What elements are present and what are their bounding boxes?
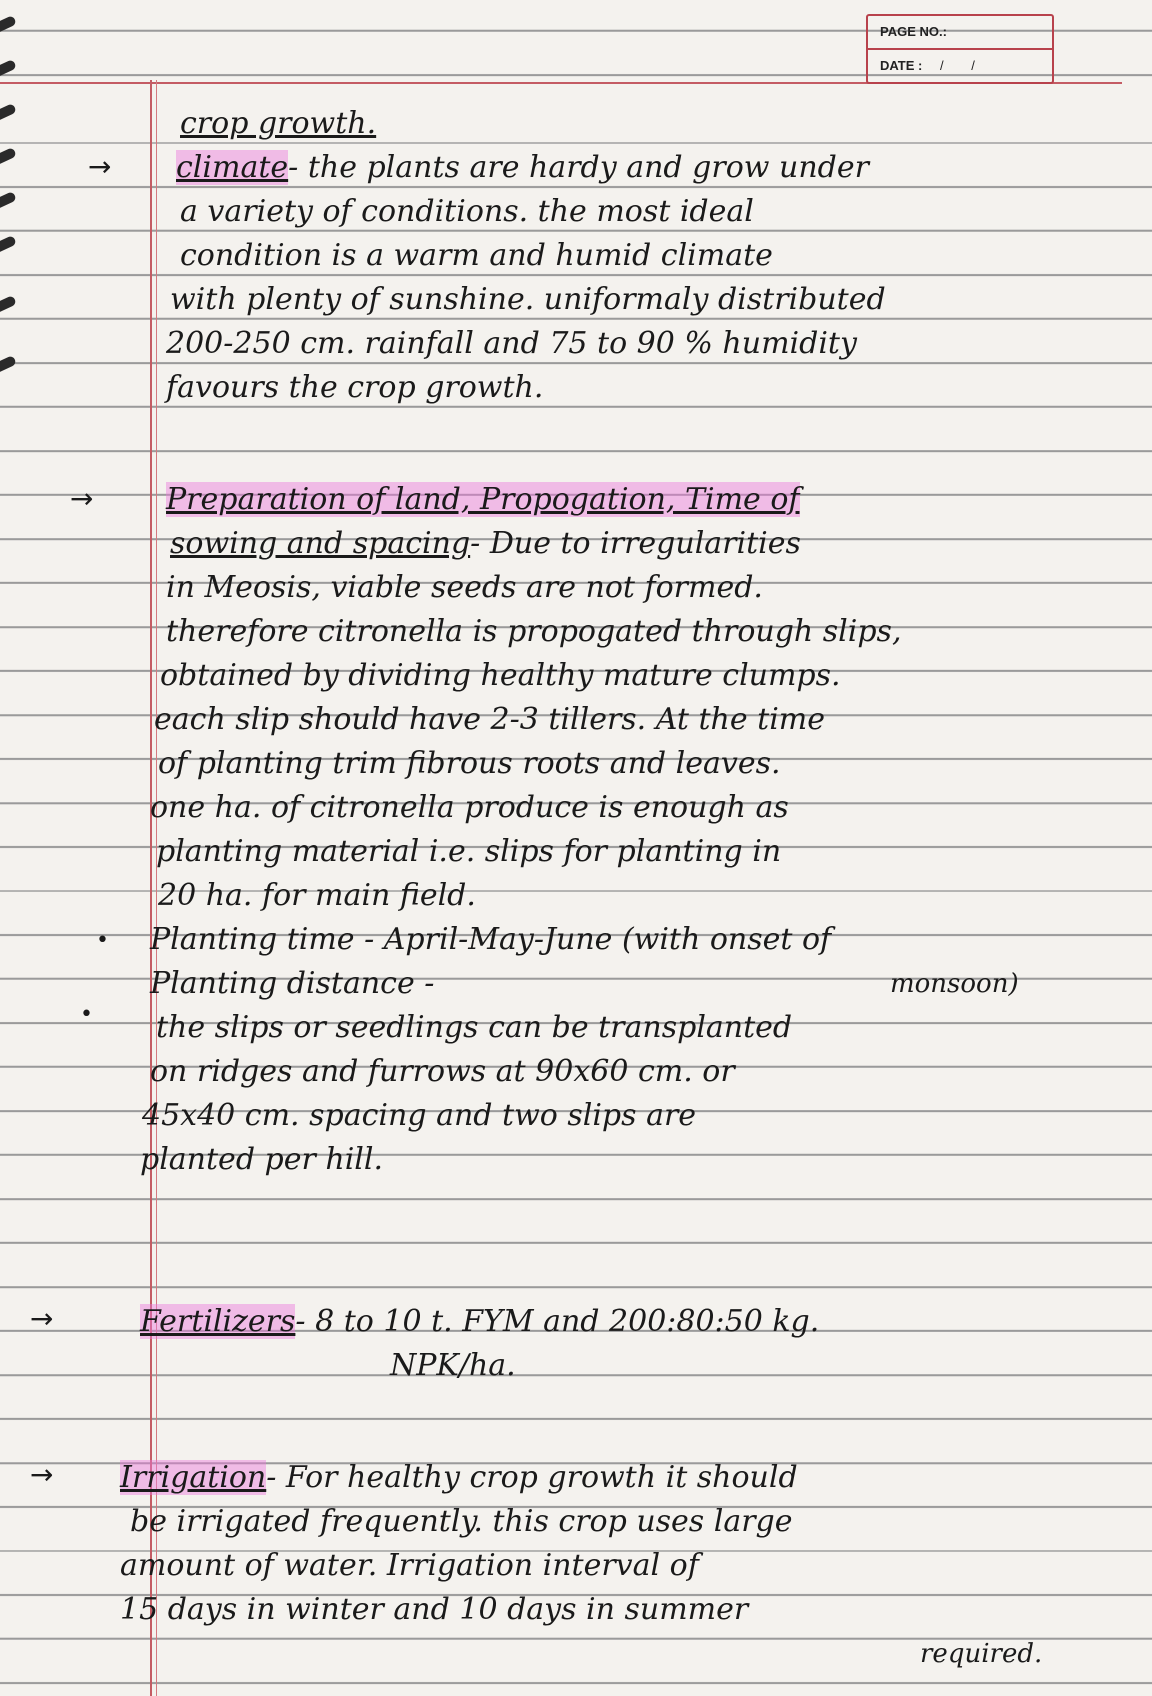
irrigation-line-4: 15 days in winter and 10 days in summer [120,1592,749,1627]
irrigation-heading: Irrigation [120,1460,267,1495]
preparation-heading-1: Preparation of land, Propogation, Time of [166,482,800,517]
bullet-planting-distance-icon: • [80,1002,93,1027]
fertilizers-line-2: NPK/ha. [390,1348,516,1383]
planting-distance-line-4: planted per hill. [140,1142,384,1177]
planting-time: Planting time - April-May-June (with onset of [150,922,832,957]
climate-line-2: a variety of conditions. the most ideal [180,194,754,229]
climate-line-1: climate- the plants are hardy and grow under [176,150,869,185]
section-title: crop growth. [180,106,377,141]
climate-line-6: favours the crop growth. [166,370,544,405]
preparation-line-9: 20 ha. for main field. [158,878,476,913]
planting-distance-line-1: the slips or seedlings can be transplanted [156,1010,793,1045]
irrigation-line-5: required. [920,1639,1043,1669]
preparation-line-8: planting material i.e. slips for planting in [156,834,782,869]
preparation-line-2: in Meosis, viable seeds are not formed. [166,570,763,605]
preparation-line-4: obtained by dividing healthy mature clumps. [160,658,841,693]
page-no-label: PAGE NO.: [880,24,947,39]
planting-distance-line-2: on ridges and furrows at 90x60 cm. or [150,1054,735,1089]
date-label: DATE : [880,58,923,73]
date-value: / / [940,58,987,73]
planting-time-continuation: monsoon) [890,969,1019,999]
arrow-irrigation-icon: → [30,1458,54,1491]
handwritten-notes [120,0,1112,1696]
preparation-heading-2: sowing and spacing- Due to irregularities [170,526,801,561]
climate-line-3: condition is a warm and humid climate [180,238,773,273]
climate-heading: climate [176,150,289,185]
preparation-line-5: each slip should have 2-3 tillers. At the time [154,702,826,737]
preparation-line-6: of planting trim fibrous roots and leaves. [158,746,781,781]
fertilizers-heading: Fertilizers [140,1304,296,1339]
arrow-preparation-icon: → [70,482,94,515]
preparation-line-3: therefore citronella is propogated through slips, [166,614,902,649]
arrow-fertilizers-icon: → [30,1302,54,1335]
irrigation-line-3: amount of water. Irrigation interval of [120,1548,699,1583]
irrigation-line-2: be irrigated frequently. this crop uses large [130,1504,793,1539]
planting-distance-line-3: 45x40 cm. spacing and two slips are [142,1098,697,1133]
preparation-line-7: one ha. of citronella produce is enough as [150,790,789,825]
climate-line-4: with plenty of sunshine. uniformaly distributed [170,282,886,317]
irrigation-line-1: Irrigation- For healthy crop growth it should [120,1460,798,1495]
fertilizers-line-1: Fertilizers- 8 to 10 t. FYM and 200:80:50 kg. [140,1304,820,1339]
bullet-planting-time-icon: • [96,928,109,953]
climate-line-5: 200-250 cm. rainfall and 75 to 90 % humidity [166,326,857,361]
planting-distance: Planting distance - [150,966,435,1001]
arrow-climate-icon: → [88,150,112,183]
